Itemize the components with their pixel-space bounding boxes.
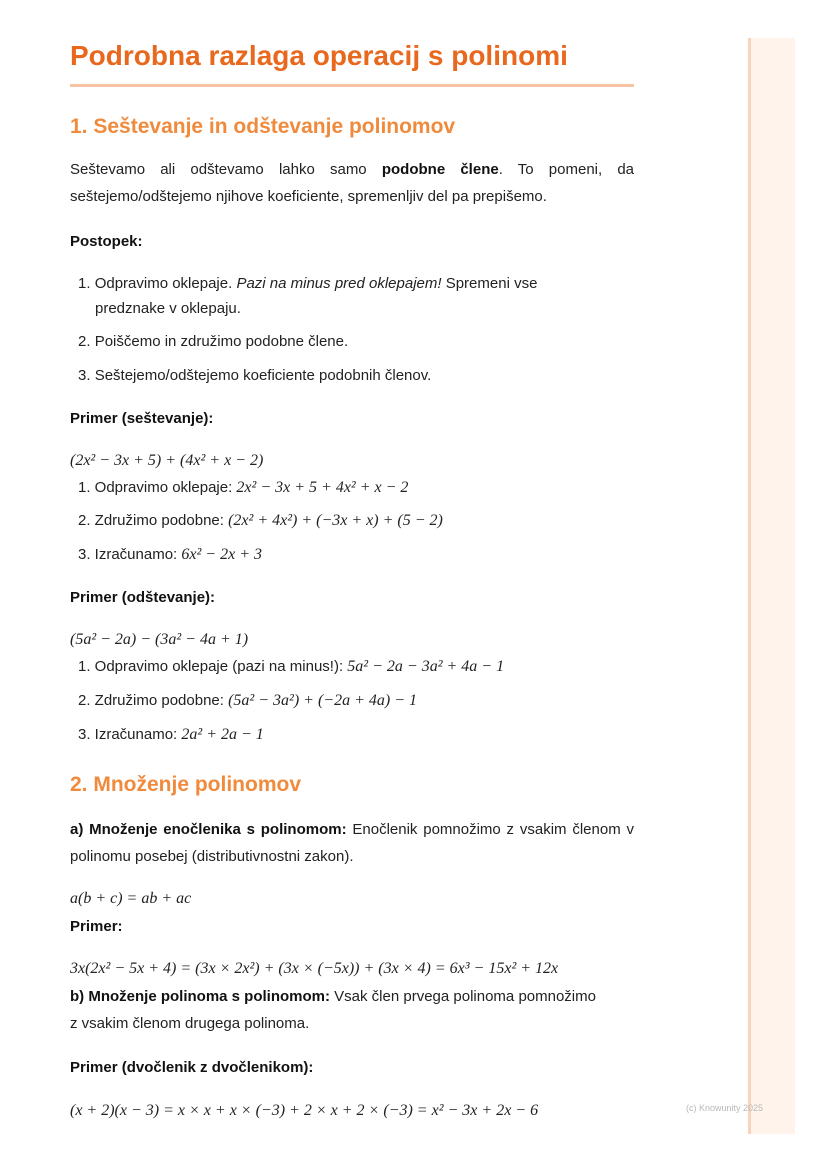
math: 5a² − 2a − 3a² + 4a − 1 (347, 658, 505, 675)
math: 2x² − 3x + 5 + 4x² + x − 2 (236, 479, 409, 496)
example-label: Primer (seštevanje): (70, 410, 214, 427)
intro-paragraph (70, 156, 634, 210)
example-step (78, 507, 443, 534)
example-step (78, 687, 417, 714)
section-heading-1: 1. Seštevanje in odštevanje polinomov (70, 115, 456, 138)
text: Seštevamo ali odštevamo lahko samo (70, 161, 382, 178)
text: 1. Odpravimo oklepaje: (78, 479, 237, 496)
bold-text: podobne člene (381, 161, 499, 178)
example-label: Primer (dvočlenik z dvočlenikom): (70, 1059, 314, 1076)
text: 3. Izračunamo: (78, 726, 182, 743)
math-law: a(b + c) = ab + ac (70, 890, 192, 907)
copyright-footer: (c) Knowunity 2025 (686, 1103, 764, 1113)
math: 2a² + 2a − 1 (181, 726, 264, 743)
page-title: Podrobna razlaga operacij s polinomi (70, 40, 568, 71)
example-step (78, 541, 262, 568)
math: (2x² + 4x²) + (−3x + x) + (5 − 2) (228, 512, 443, 529)
paragraph-a (70, 816, 634, 870)
title-divider (70, 84, 634, 87)
step-3 (78, 362, 431, 389)
text: 3. Izračunamo: (78, 546, 182, 563)
math: (5a² − 3a²) + (−2a + 4a) − 1 (228, 692, 417, 709)
text: Odpravimo oklepaje. (94, 275, 237, 292)
italic-text: Pazi na minus pred oklepajem! (236, 275, 442, 292)
num: 1. (78, 275, 91, 292)
example-label: Primer (odštevanje): (70, 589, 216, 606)
text: Vsak člen prvega polinoma pomnožimo (330, 988, 596, 1005)
math: 6x² − 2x + 3 (181, 546, 262, 563)
paragraph-b-cont: z vsakim členom drugega polinoma. (70, 1015, 310, 1032)
paragraph-b (70, 983, 596, 1010)
text: 2. Združimo podobne: (78, 692, 229, 709)
text: Enočlenik pomnožimo z vsakim členom v polinomu posebej (distributivnostni zakon). (70, 821, 634, 865)
step-2 (78, 328, 348, 355)
num: 2. (78, 333, 91, 350)
text: . To pomeni, da seštejemo/odštejemo njihove koeficiente, spremenljiv del pa prepišemo. (70, 161, 635, 205)
postopek-label: Postopek: (70, 233, 143, 250)
text: Poiščemo in združimo podobne člene. (94, 333, 349, 350)
bold-text: b) Množenje polinoma s polinomom: (70, 988, 330, 1005)
num: 3. (78, 367, 91, 384)
bold-text: a) Množenje enočlenika s polinomom: (70, 821, 347, 838)
section-heading-2: 2. Množenje polinomov (70, 773, 302, 796)
text: 2. Združimo podobne: (78, 512, 229, 529)
math-expression: (2x² − 3x + 5) + (4x² + x − 2) (70, 452, 264, 469)
text: Spremeni vse (441, 275, 538, 292)
math-expression: (5a² − 2a) − (3a² − 4a + 1) (70, 631, 249, 648)
math-expression: 3x(2x² − 5x + 4) = (3x × 2x²) + (3x × (−5x)) + (3x × 4) = 6x³ − 15x² + 12x (70, 960, 559, 977)
step-1-cont: predznake v oklepaju. (95, 300, 241, 317)
example-step (78, 653, 504, 680)
example-label: Primer: (70, 918, 123, 935)
side-panel (748, 38, 795, 1134)
step-1 (78, 270, 537, 297)
math-expression: (x + 2)(x − 3) = x × x + x × (−3) + 2 × x + 2 × (−3) = x² − 3x + 2x − 6 (70, 1102, 539, 1119)
text: Seštejemo/odštejemo koeficiente podobnih členov. (94, 367, 432, 384)
text: 1. Odpravimo oklepaje (pazi na minus!): (78, 658, 348, 675)
example-step (78, 721, 264, 748)
example-step (78, 474, 408, 501)
